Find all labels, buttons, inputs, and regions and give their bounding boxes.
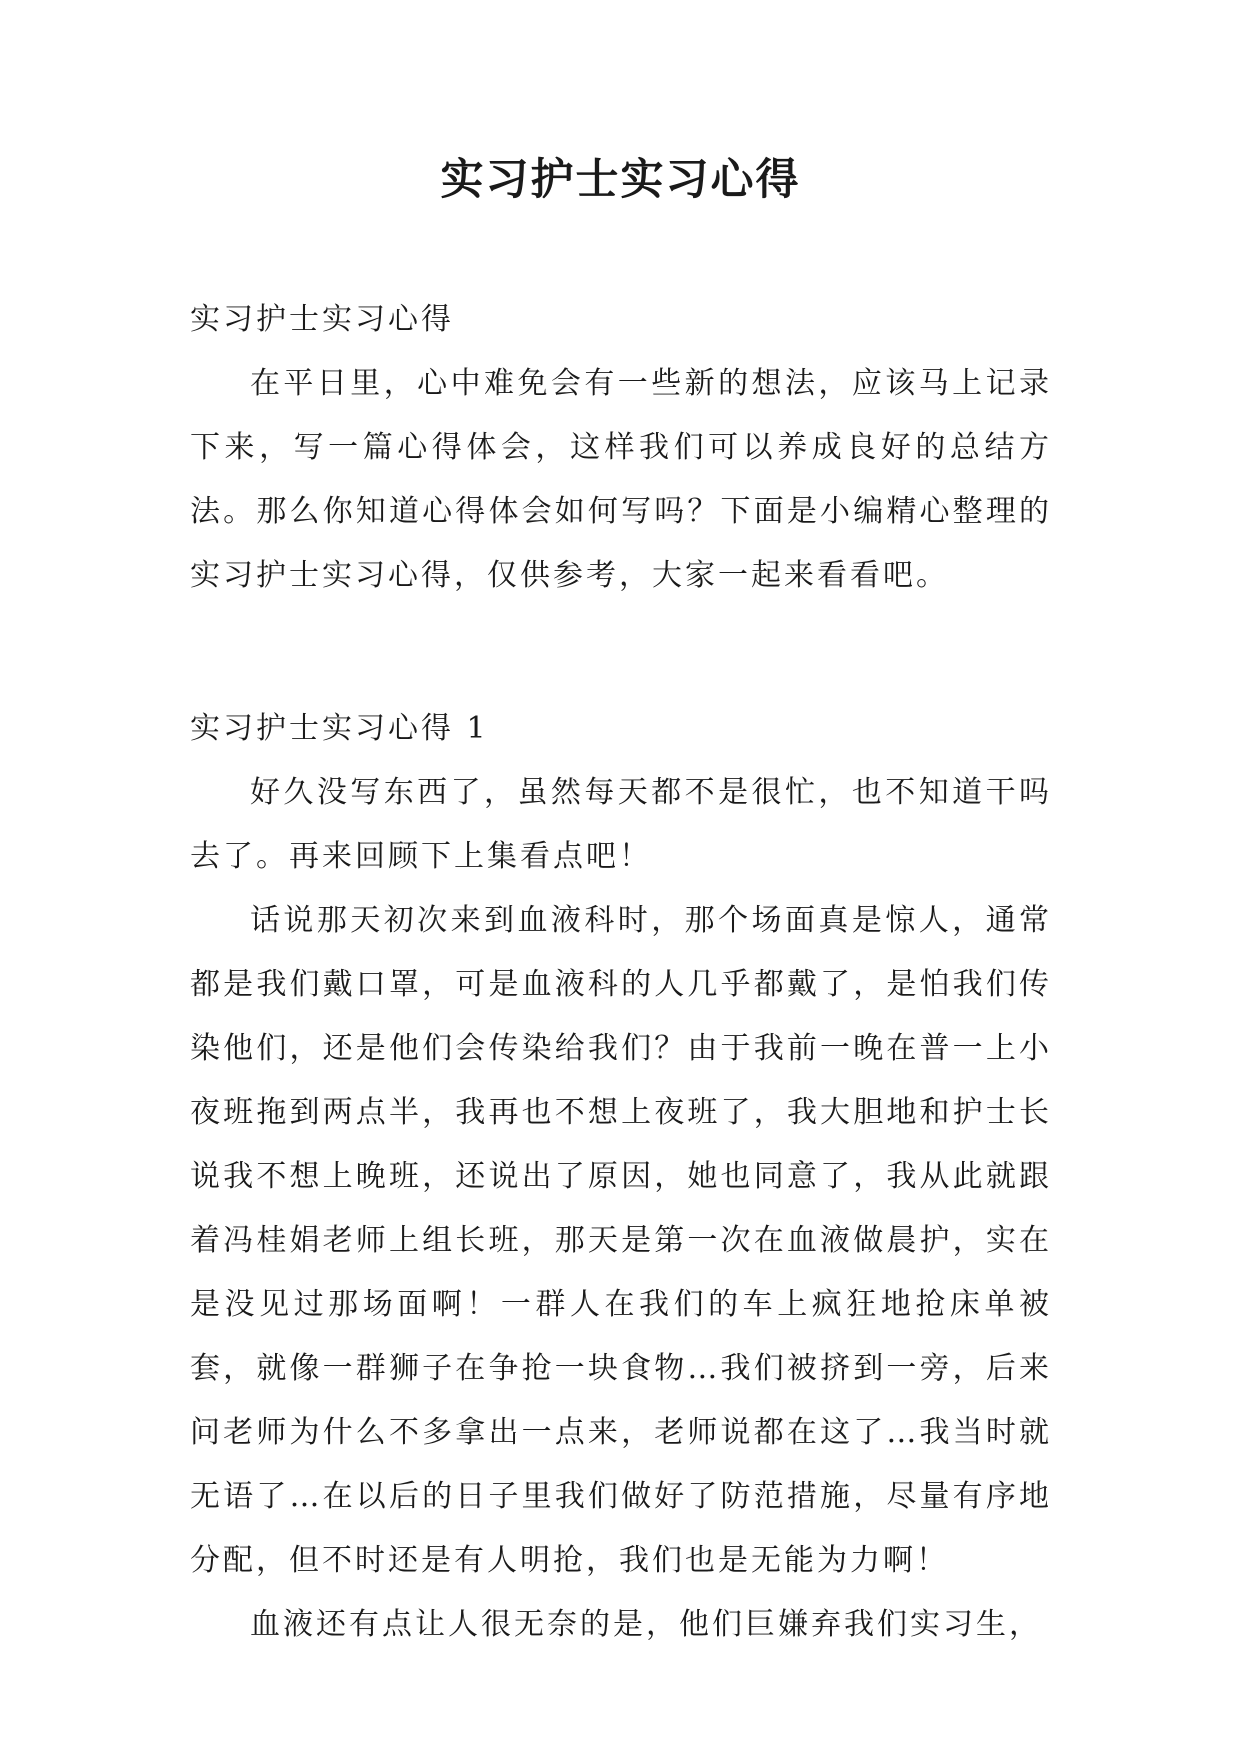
document-title: 实习护士实习心得	[440, 155, 801, 205]
intro-heading: 实习护士实习心得	[190, 302, 454, 337]
intro-paragraph: 在平日里，心中难免会有一些新的想法，应该马上记录下来，写一篇心得体会，这样我们可以养成良好的总结方法。那么你知道心得体会如何写吗？下面是小编精心整理的实习护士实习心得，仅供参考，大家一起来看看吧。	[190, 366, 1052, 593]
section-1-paragraph-1: 好久没写东西了，虽然每天都不是很忙，也不知道干吗去了。再来回顾下上集看点吧！	[190, 775, 1052, 874]
section-1-paragraph-3: 血液还有点让人很无奈的是，他们巨嫌弃我们实习生，	[250, 1607, 1042, 1642]
section-1	[190, 697, 1052, 1657]
section-1-paragraph-2: 话说那天初次来到血液科时，那个场面真是惊人，通常都是我们戴口罩，可是血液科的人几乎都戴了，是怕我们传染他们，还是他们会传染给我们？由于我前一晚在普一上小夜班拖到两点半，我再也不想上夜班了，我大胆地和护士长说我不想上晚班，还说出了原因，她也同意了，我从此就跟着冯桂娟老师上组长班，那天是第一次在血液做晨护，实在是没见过那场面啊！一群人在我们的车上疯狂地抢床单被套，就像一群狮子在争抢一块食物…我们被挤到一旁，后来问老师为什么不多拿出一点来，老师说都在这了…我当时就无语了…在以后的日子里我们做好了防范措施，尽量有序地分配，但不时还是有人明抢，我们也是无能为力啊！	[190, 903, 1052, 1578]
intro-section	[190, 288, 1052, 608]
section-1-heading: 实习护士实习心得 1	[190, 711, 489, 746]
